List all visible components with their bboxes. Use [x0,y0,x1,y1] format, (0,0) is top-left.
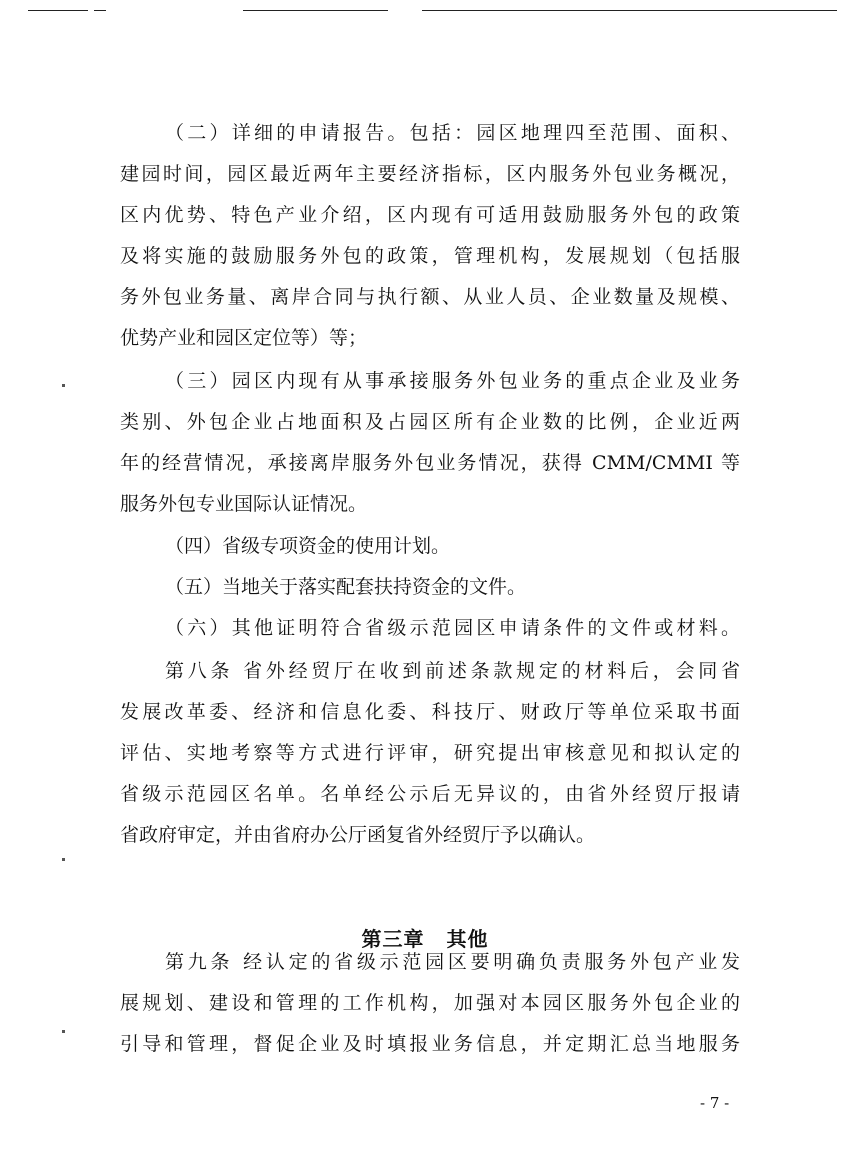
text-line: （五）当地关于落实配套扶持资金的文件。 [165,576,527,598]
header-rule-1 [28,10,88,11]
text-line: 评估、实地考察等方式进行评审，研究提出审核意见和拟认定的 [120,742,740,764]
scan-speck [62,858,65,861]
text-line: （二）详细的申请报告。包括：园区地理四至范围、面积、 [165,122,740,144]
text-line: 展规划、建设和管理的工作机构，加强对本园区服务外包企业的 [120,992,740,1014]
text-line: （三）园区内现有从事承接服务外包业务的重点企业及业务 [165,370,740,392]
text-line: 类别、外包企业占地面积及占园区所有企业数的比例，企业近两 [120,411,740,433]
chapter-title: 第三章 其他 [361,926,489,951]
page-number: - 7 - [700,1094,730,1112]
text-line: 区内优势、特色产业介绍，区内现有可适用鼓励服务外包的政策 [120,204,740,226]
text-line: 省级示范园区名单。名单经公示后无异议的，由省外经贸厅报请 [120,783,740,805]
header-rule-3 [243,10,388,11]
text-line: 及将实施的鼓励服务外包的政策，管理机构，发展规划（包括服 [120,245,740,267]
text-line: 引导和管理，督促企业及时填报业务信息，并定期汇总当地服务 [120,1033,740,1055]
scan-speck [62,384,65,387]
header-rule-4 [422,10,837,11]
text-line: 服务外包专业国际认证情况。 [120,493,368,515]
text-line: 优势产业和园区定位等）等； [120,327,368,349]
text-line: （四）省级专项资金的使用计划。 [165,535,451,557]
text-line: 省政府审定，并由省府办公厅函复省外经贸厅予以确认。 [120,824,596,846]
text-line: 发展改革委、经济和信息化委、科技厅、财政厅等单位采取书面 [120,701,740,723]
text-line: 第八条 省外经贸厅在收到前述条款规定的材料后，会同省 [165,660,740,682]
text-line: 建园时间，园区最近两年主要经济指标，区内服务外包业务概况， [120,163,740,185]
text-line: 务外包业务量、离岸合同与执行额、从业人员、企业数量及规模、 [120,286,740,308]
text-line: （六）其他证明符合省级示范园区申请条件的文件或材料。 [165,617,740,639]
scan-speck [62,1030,65,1033]
header-rule-2 [94,10,106,11]
text-line: 年的经营情况，承接离岸服务外包业务情况，获得 CMM/CMMI 等 [120,452,740,474]
text-line: 第九条 经认定的省级示范园区要明确负责服务外包产业发 [165,951,740,973]
